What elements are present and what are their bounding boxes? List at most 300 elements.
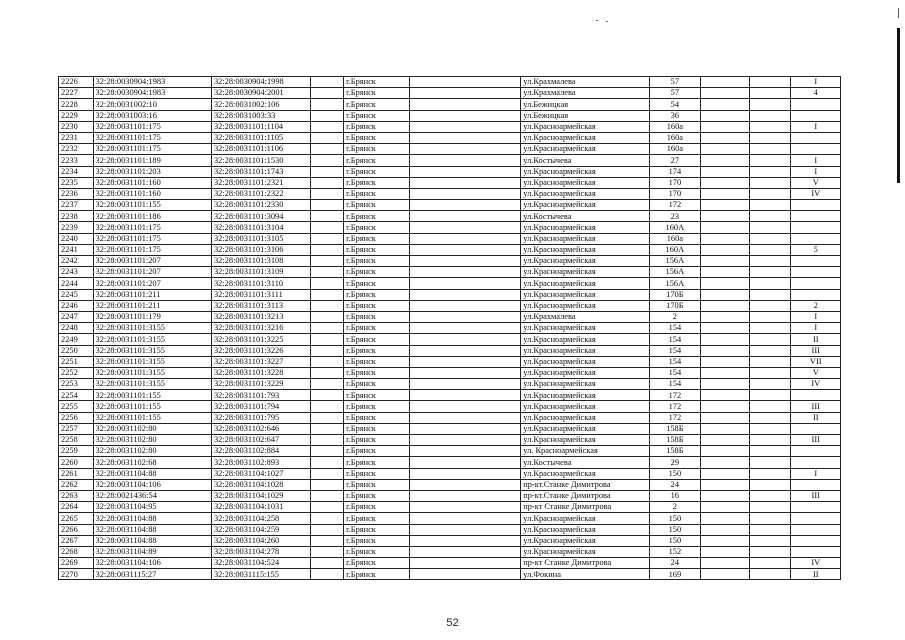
table-row [59,188,841,199]
room-number-cell: II [791,569,841,580]
parent-cadastral-number-cell: 32:28:0031101:155 [93,200,211,211]
cadastral-number-cell: 32:28:0031101:3104 [211,222,310,233]
city-cell: г.Брянск [344,412,410,423]
empty-cell [310,166,343,177]
cadastral-number-cell: 32:28:0031104:524 [211,558,310,569]
street-cell: пр-кт.Станке Димитрова [521,479,650,490]
row-number-cell: 2252 [59,367,94,378]
cadastral-number-cell: 32:28:0031101:1104 [211,121,310,132]
empty-cell [409,300,521,311]
street-cell: ул.Красноармейская [521,401,650,412]
empty-cell [700,569,749,580]
parent-cadastral-number-cell: 32:28:0031101:186 [93,211,211,222]
house-number-cell: 27 [650,155,701,166]
city-cell: г.Брянск [344,222,410,233]
room-number-cell [791,423,841,434]
parent-cadastral-number-cell: 32:28:0031101:3155 [93,367,211,378]
table-row [59,311,841,322]
empty-cell [409,513,521,524]
row-number-cell: 2239 [59,222,94,233]
table-row [59,289,841,300]
empty-cell [310,233,343,244]
row-number-cell: 2266 [59,524,94,535]
parent-cadastral-number-cell: 32:28:0031101:175 [93,244,211,255]
table-row [59,423,841,434]
empty-cell [409,323,521,334]
room-number-cell: III [791,401,841,412]
house-number-cell: 154 [650,323,701,334]
empty-cell [310,356,343,367]
empty-cell [409,88,521,99]
empty-cell [700,244,749,255]
empty-cell [409,367,521,378]
city-cell: г.Брянск [344,188,410,199]
empty-cell [310,121,343,132]
house-number-cell: 150 [650,524,701,535]
street-cell: ул.Бежицкая [521,99,650,110]
row-number-cell: 2270 [59,569,94,580]
empty-cell [310,412,343,423]
street-cell: ул.Красноармейская [521,132,650,143]
house-number-cell: 150 [650,513,701,524]
table-row [59,513,841,524]
empty-cell [750,524,791,535]
parent-cadastral-number-cell: 32:28:0031101:211 [93,300,211,311]
parent-cadastral-number-cell: 32:28:0031101:207 [93,278,211,289]
empty-cell [750,502,791,513]
house-number-cell: 16 [650,490,701,501]
house-number-cell: 29 [650,457,701,468]
cadastral-number-cell: 32:28:0031101:3228 [211,367,310,378]
table-row [59,546,841,557]
empty-cell [409,311,521,322]
empty-cell [750,144,791,155]
table-row [59,233,841,244]
street-cell: ул.Красноармейская [521,244,650,255]
city-cell: г.Брянск [344,132,410,143]
empty-cell [409,244,521,255]
street-cell: ул.Красноармейская [521,379,650,390]
table-row [59,502,841,513]
street-cell: ул.Красноармейская [521,546,650,557]
table-row [59,256,841,267]
city-cell: г.Брянск [344,502,410,513]
house-number-cell: 170Б [650,300,701,311]
cadastral-number-cell: 32:28:0031101:3113 [211,300,310,311]
city-cell: г.Брянск [344,289,410,300]
table-row [59,132,841,143]
city-cell: г.Брянск [344,256,410,267]
room-number-cell: I [791,77,841,88]
city-cell: г.Брянск [344,401,410,412]
row-number-cell: 2254 [59,390,94,401]
empty-cell [750,267,791,278]
cadastral-number-cell: 32:28:0031101:3109 [211,267,310,278]
row-number-cell: 2256 [59,412,94,423]
empty-cell [700,300,749,311]
empty-cell [409,110,521,121]
empty-cell [700,323,749,334]
street-cell: ул.Красноармейская [521,267,650,278]
room-number-cell [791,457,841,468]
empty-cell [750,356,791,367]
row-number-cell: 2249 [59,334,94,345]
street-cell: ул.Красноармейская [521,256,650,267]
parent-cadastral-number-cell: 32:28:0031104:95 [93,502,211,513]
city-cell: г.Брянск [344,99,410,110]
empty-cell [310,435,343,446]
table-row [59,323,841,334]
cadastral-number-cell: 32:28:0031101:795 [211,412,310,423]
empty-cell [310,490,343,501]
parent-cadastral-number-cell: 32:28:0031104:106 [93,558,211,569]
cadastral-number-cell: 32:28:0031101:3108 [211,256,310,267]
row-number-cell: 2262 [59,479,94,490]
city-cell: г.Брянск [344,535,410,546]
row-number-cell: 2253 [59,379,94,390]
empty-cell [750,435,791,446]
street-cell: ул.Красноармейская [521,121,650,132]
table-row [59,99,841,110]
empty-cell [750,200,791,211]
house-number-cell: 24 [650,558,701,569]
parent-cadastral-number-cell: 32:28:0031104:89 [93,546,211,557]
parent-cadastral-number-cell: 32:28:0031102:80 [93,435,211,446]
room-number-cell: IV [791,558,841,569]
room-number-cell: I [791,468,841,479]
empty-cell [310,289,343,300]
empty-cell [700,166,749,177]
house-number-cell: 160а [650,132,701,143]
empty-cell [409,121,521,132]
empty-cell [310,546,343,557]
empty-cell [310,267,343,278]
table-row [59,155,841,166]
city-cell: г.Брянск [344,334,410,345]
empty-cell [310,502,343,513]
street-cell: ул.Крахмалева [521,77,650,88]
register-table [58,76,841,580]
cadastral-number-cell: 32:28:0031115:155 [211,569,310,580]
room-number-cell [791,256,841,267]
empty-cell [310,244,343,255]
empty-cell [409,390,521,401]
empty-cell [310,88,343,99]
parent-cadastral-number-cell: 32:28:0031104:88 [93,535,211,546]
empty-cell [409,166,521,177]
empty-cell [409,211,521,222]
scan-speck [606,21,608,22]
empty-cell [700,144,749,155]
room-number-cell [791,144,841,155]
table-row [59,490,841,501]
row-number-cell: 2228 [59,99,94,110]
empty-cell [310,300,343,311]
cadastral-number-cell: 32:28:0031104:1029 [211,490,310,501]
street-cell: ул. Красноармейская [521,446,650,457]
empty-cell [700,513,749,524]
room-number-cell: IV [791,379,841,390]
room-number-cell: III [791,490,841,501]
street-cell: ул.Красноармейская [521,233,650,244]
table-row [59,367,841,378]
row-number-cell: 2227 [59,88,94,99]
table-row [59,278,841,289]
empty-cell [750,490,791,501]
empty-cell [700,446,749,457]
empty-cell [409,222,521,233]
street-cell: ул.Красноармейская [521,200,650,211]
empty-cell [750,222,791,233]
empty-cell [750,110,791,121]
empty-cell [409,379,521,390]
table-row [59,535,841,546]
row-number-cell: 2264 [59,502,94,513]
empty-cell [700,356,749,367]
room-number-cell [791,132,841,143]
house-number-cell: 170Б [650,289,701,300]
city-cell: г.Брянск [344,323,410,334]
empty-cell [700,311,749,322]
parent-cadastral-number-cell: 32:28:0031101:3155 [93,356,211,367]
parent-cadastral-number-cell: 32:28:0031101:175 [93,144,211,155]
table-row [59,468,841,479]
city-cell: г.Брянск [344,457,410,468]
empty-cell [310,110,343,121]
city-cell: г.Брянск [344,390,410,401]
city-cell: г.Брянск [344,166,410,177]
street-cell: ул.Красноармейская [521,535,650,546]
house-number-cell: 169 [650,569,701,580]
house-number-cell: 154 [650,367,701,378]
empty-cell [700,468,749,479]
empty-cell [750,513,791,524]
cadastral-number-cell: 32:28:0031101:3111 [211,289,310,300]
empty-cell [310,401,343,412]
empty-cell [750,121,791,132]
row-number-cell: 2241 [59,244,94,255]
room-number-cell [791,479,841,490]
row-number-cell: 2263 [59,490,94,501]
cadastral-number-cell: 32:28:0031104:258 [211,513,310,524]
street-cell: ул.Красноармейская [521,524,650,535]
city-cell: г.Брянск [344,144,410,155]
parent-cadastral-number-cell: 32:28:0031101:155 [93,412,211,423]
empty-cell [700,222,749,233]
cadastral-number-cell: 32:28:0031101:1743 [211,166,310,177]
row-number-cell: 2268 [59,546,94,557]
house-number-cell: 172 [650,200,701,211]
empty-cell [750,166,791,177]
empty-cell [409,502,521,513]
house-number-cell: 158Б [650,423,701,434]
empty-cell [700,390,749,401]
table-row [59,401,841,412]
cadastral-number-cell: 32:28:0031101:1105 [211,132,310,143]
empty-cell [700,479,749,490]
table-row [59,88,841,99]
cadastral-number-cell: 32:28:0031104:260 [211,535,310,546]
street-cell: ул.Красноармейская [521,323,650,334]
table-row [59,267,841,278]
empty-cell [750,423,791,434]
street-cell: ул.Красноармейская [521,390,650,401]
empty-cell [409,289,521,300]
street-cell: ул.Красноармейская [521,188,650,199]
row-number-cell: 2251 [59,356,94,367]
city-cell: г.Брянск [344,546,410,557]
room-number-cell: I [791,311,841,322]
empty-cell [750,300,791,311]
house-number-cell: 156А [650,278,701,289]
cadastral-number-cell: 32:28:0031101:1530 [211,155,310,166]
cadastral-number-cell: 32:28:0031101:794 [211,401,310,412]
empty-cell [750,88,791,99]
city-cell: г.Брянск [344,88,410,99]
cadastral-number-cell: 32:28:0031104:278 [211,546,310,557]
street-cell: ул.Бежицкая [521,110,650,121]
empty-cell [700,155,749,166]
empty-cell [409,345,521,356]
room-number-cell: III [791,345,841,356]
table-row [59,166,841,177]
empty-cell [700,121,749,132]
row-number-cell: 2259 [59,446,94,457]
cadastral-number-cell: 32:28:0031101:1106 [211,144,310,155]
row-number-cell: 2246 [59,300,94,311]
room-number-cell [791,513,841,524]
city-cell: г.Брянск [344,435,410,446]
scan-edge-mark [897,28,900,183]
house-number-cell: 24 [650,479,701,490]
city-cell: г.Брянск [344,423,410,434]
street-cell: ул.Красноармейская [521,222,650,233]
empty-cell [310,379,343,390]
empty-cell [409,132,521,143]
house-number-cell: 57 [650,77,701,88]
street-cell: пр-кт Станке Димитрова [521,502,650,513]
empty-cell [409,233,521,244]
empty-cell [700,401,749,412]
cadastral-number-cell: 32:28:0031101:3106 [211,244,310,255]
empty-cell [700,110,749,121]
room-number-cell [791,222,841,233]
street-cell: ул.Красноармейская [521,166,650,177]
empty-cell [409,256,521,267]
empty-cell [310,390,343,401]
city-cell: г.Брянск [344,300,410,311]
city-cell: г.Брянск [344,267,410,278]
room-number-cell [791,524,841,535]
empty-cell [409,490,521,501]
empty-cell [310,446,343,457]
parent-cadastral-number-cell: 32:28:0031101:3155 [93,323,211,334]
table-row [59,222,841,233]
parent-cadastral-number-cell: 32:28:0031104:88 [93,513,211,524]
parent-cadastral-number-cell: 32:28:0031101:3155 [93,379,211,390]
room-number-cell: II [791,412,841,423]
empty-cell [310,256,343,267]
house-number-cell: 154 [650,379,701,390]
city-cell: г.Брянск [344,490,410,501]
empty-cell [409,446,521,457]
table-row [59,200,841,211]
parent-cadastral-number-cell: 32:28:0031101:203 [93,166,211,177]
room-number-cell [791,289,841,300]
empty-cell [700,233,749,244]
street-cell: ул.Красноармейская [521,289,650,300]
empty-cell [310,200,343,211]
empty-cell [700,177,749,188]
parent-cadastral-number-cell: 32:28:0031101:179 [93,311,211,322]
street-cell: ул.Красноармейская [521,356,650,367]
cadastral-number-cell: 32:28:0031101:3229 [211,379,310,390]
city-cell: г.Брянск [344,121,410,132]
cadastral-number-cell: 32:28:0031101:793 [211,390,310,401]
empty-cell [700,524,749,535]
cadastral-number-cell: 32:28:0031101:3225 [211,334,310,345]
house-number-cell: 2 [650,502,701,513]
empty-cell [750,278,791,289]
house-number-cell: 150 [650,535,701,546]
empty-cell [409,535,521,546]
empty-cell [409,457,521,468]
parent-cadastral-number-cell: 32:28:0031101:3155 [93,334,211,345]
empty-cell [700,435,749,446]
room-number-cell: I [791,155,841,166]
table-row [59,345,841,356]
table-row [59,446,841,457]
empty-cell [310,132,343,143]
empty-cell [750,412,791,423]
empty-cell [700,267,749,278]
parent-cadastral-number-cell: 32:28:0031101:207 [93,267,211,278]
cadastral-number-cell: 32:28:0031104:259 [211,524,310,535]
street-cell: ул.Красноармейская [521,412,650,423]
empty-cell [409,401,521,412]
empty-cell [750,244,791,255]
row-number-cell: 2242 [59,256,94,267]
row-number-cell: 2250 [59,345,94,356]
city-cell: г.Брянск [344,155,410,166]
city-cell: г.Брянск [344,233,410,244]
empty-cell [750,401,791,412]
city-cell: г.Брянск [344,211,410,222]
room-number-cell [791,502,841,513]
parent-cadastral-number-cell: 32:28:0031101:160 [93,188,211,199]
row-number-cell: 2269 [59,558,94,569]
empty-cell [750,177,791,188]
room-number-cell: 4 [791,88,841,99]
empty-cell [409,546,521,557]
street-cell: ул.Крахмалева [521,88,650,99]
empty-cell [409,479,521,490]
room-number-cell: 5 [791,244,841,255]
empty-cell [409,177,521,188]
street-cell: ул.Крахмалева [521,311,650,322]
empty-cell [750,77,791,88]
empty-cell [700,200,749,211]
row-number-cell: 2230 [59,121,94,132]
empty-cell [750,468,791,479]
house-number-cell: 154 [650,356,701,367]
room-number-cell [791,446,841,457]
house-number-cell: 160а [650,144,701,155]
city-cell: г.Брянск [344,524,410,535]
city-cell: г.Брянск [344,513,410,524]
empty-cell [310,155,343,166]
cadastral-number-cell: 32:28:0031104:1031 [211,502,310,513]
